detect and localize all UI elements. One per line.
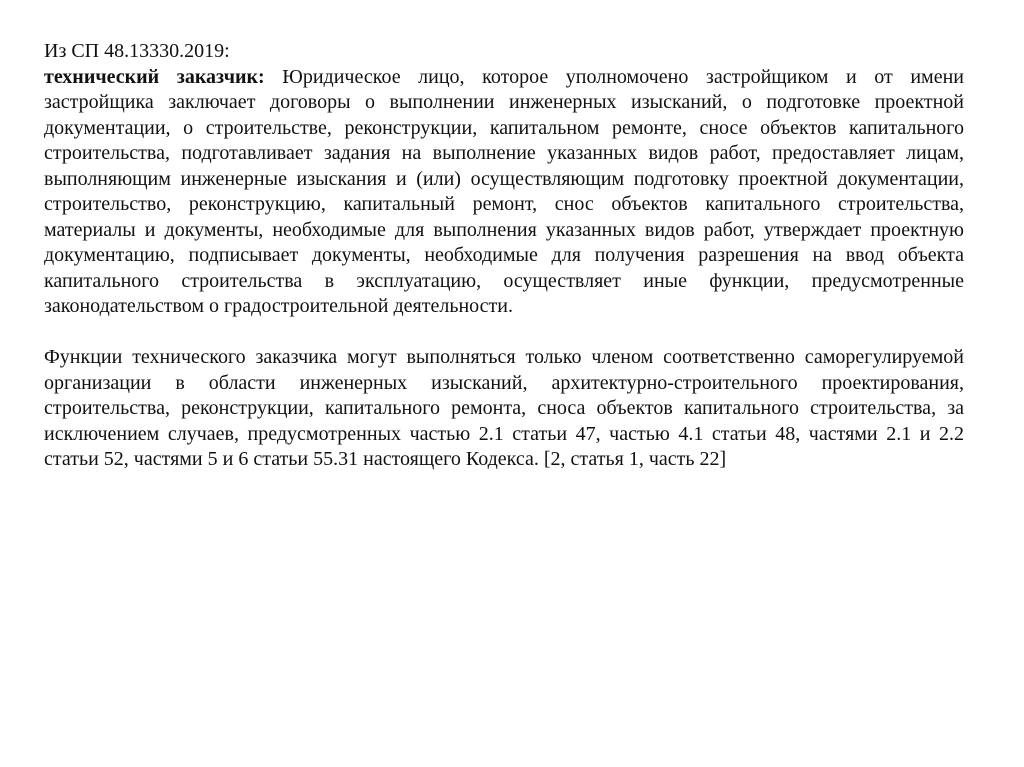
functions-paragraph: Функции технического заказчика могут выполняться только членом соответственно саморегулируемой организации в области инженерных изысканий, архитектурно-строительного проектирования, строительства, реконструкции, капитального ремонта, сноса объектов капитального строительства, за исключением случаев, предусмотренных частью 2.1 статьи 47, частью 4.1 статьи 48, частями 2.1 и 2.2 статьи 52, частями 5 и 6 статьи 55.31 настоящего Кодекса. [2, статья 1, часть 22] [44,346,964,470]
defined-term: технический заказчик: [44,65,265,88]
source-reference: Из СП 48.13330.2019: [44,40,230,62]
definition-text: Юридическое лицо, которое уполномочено застройщиком и от имени застройщика заключает договоры о выполнении инженерных изысканий, о подготовке проектной документации, о строительстве, реконструкции, капитальном ремонте, сносе объектов капитального строительства, подготавливает задания на выполнение указанных видов работ, предоставляет лицам, выполняющим инженерные изыскания и (или) осуществляющим подготовку проектной документации, строительство, реконструкцию, капитальный ремонт, снос объектов капитального строительства, материалы и документы, необходимые для выполнения указанных видов работ, утверждает проектную документацию, подписывает документы, необходимые для получения разрешения на ввод объекта капитального строительства в эксплуатацию, осуществляет иные функции, предусмотренные законодательством о градостроительной деятельности. [44,65,964,317]
document-body [44,39,964,473]
definition-paragraph [44,65,964,320]
